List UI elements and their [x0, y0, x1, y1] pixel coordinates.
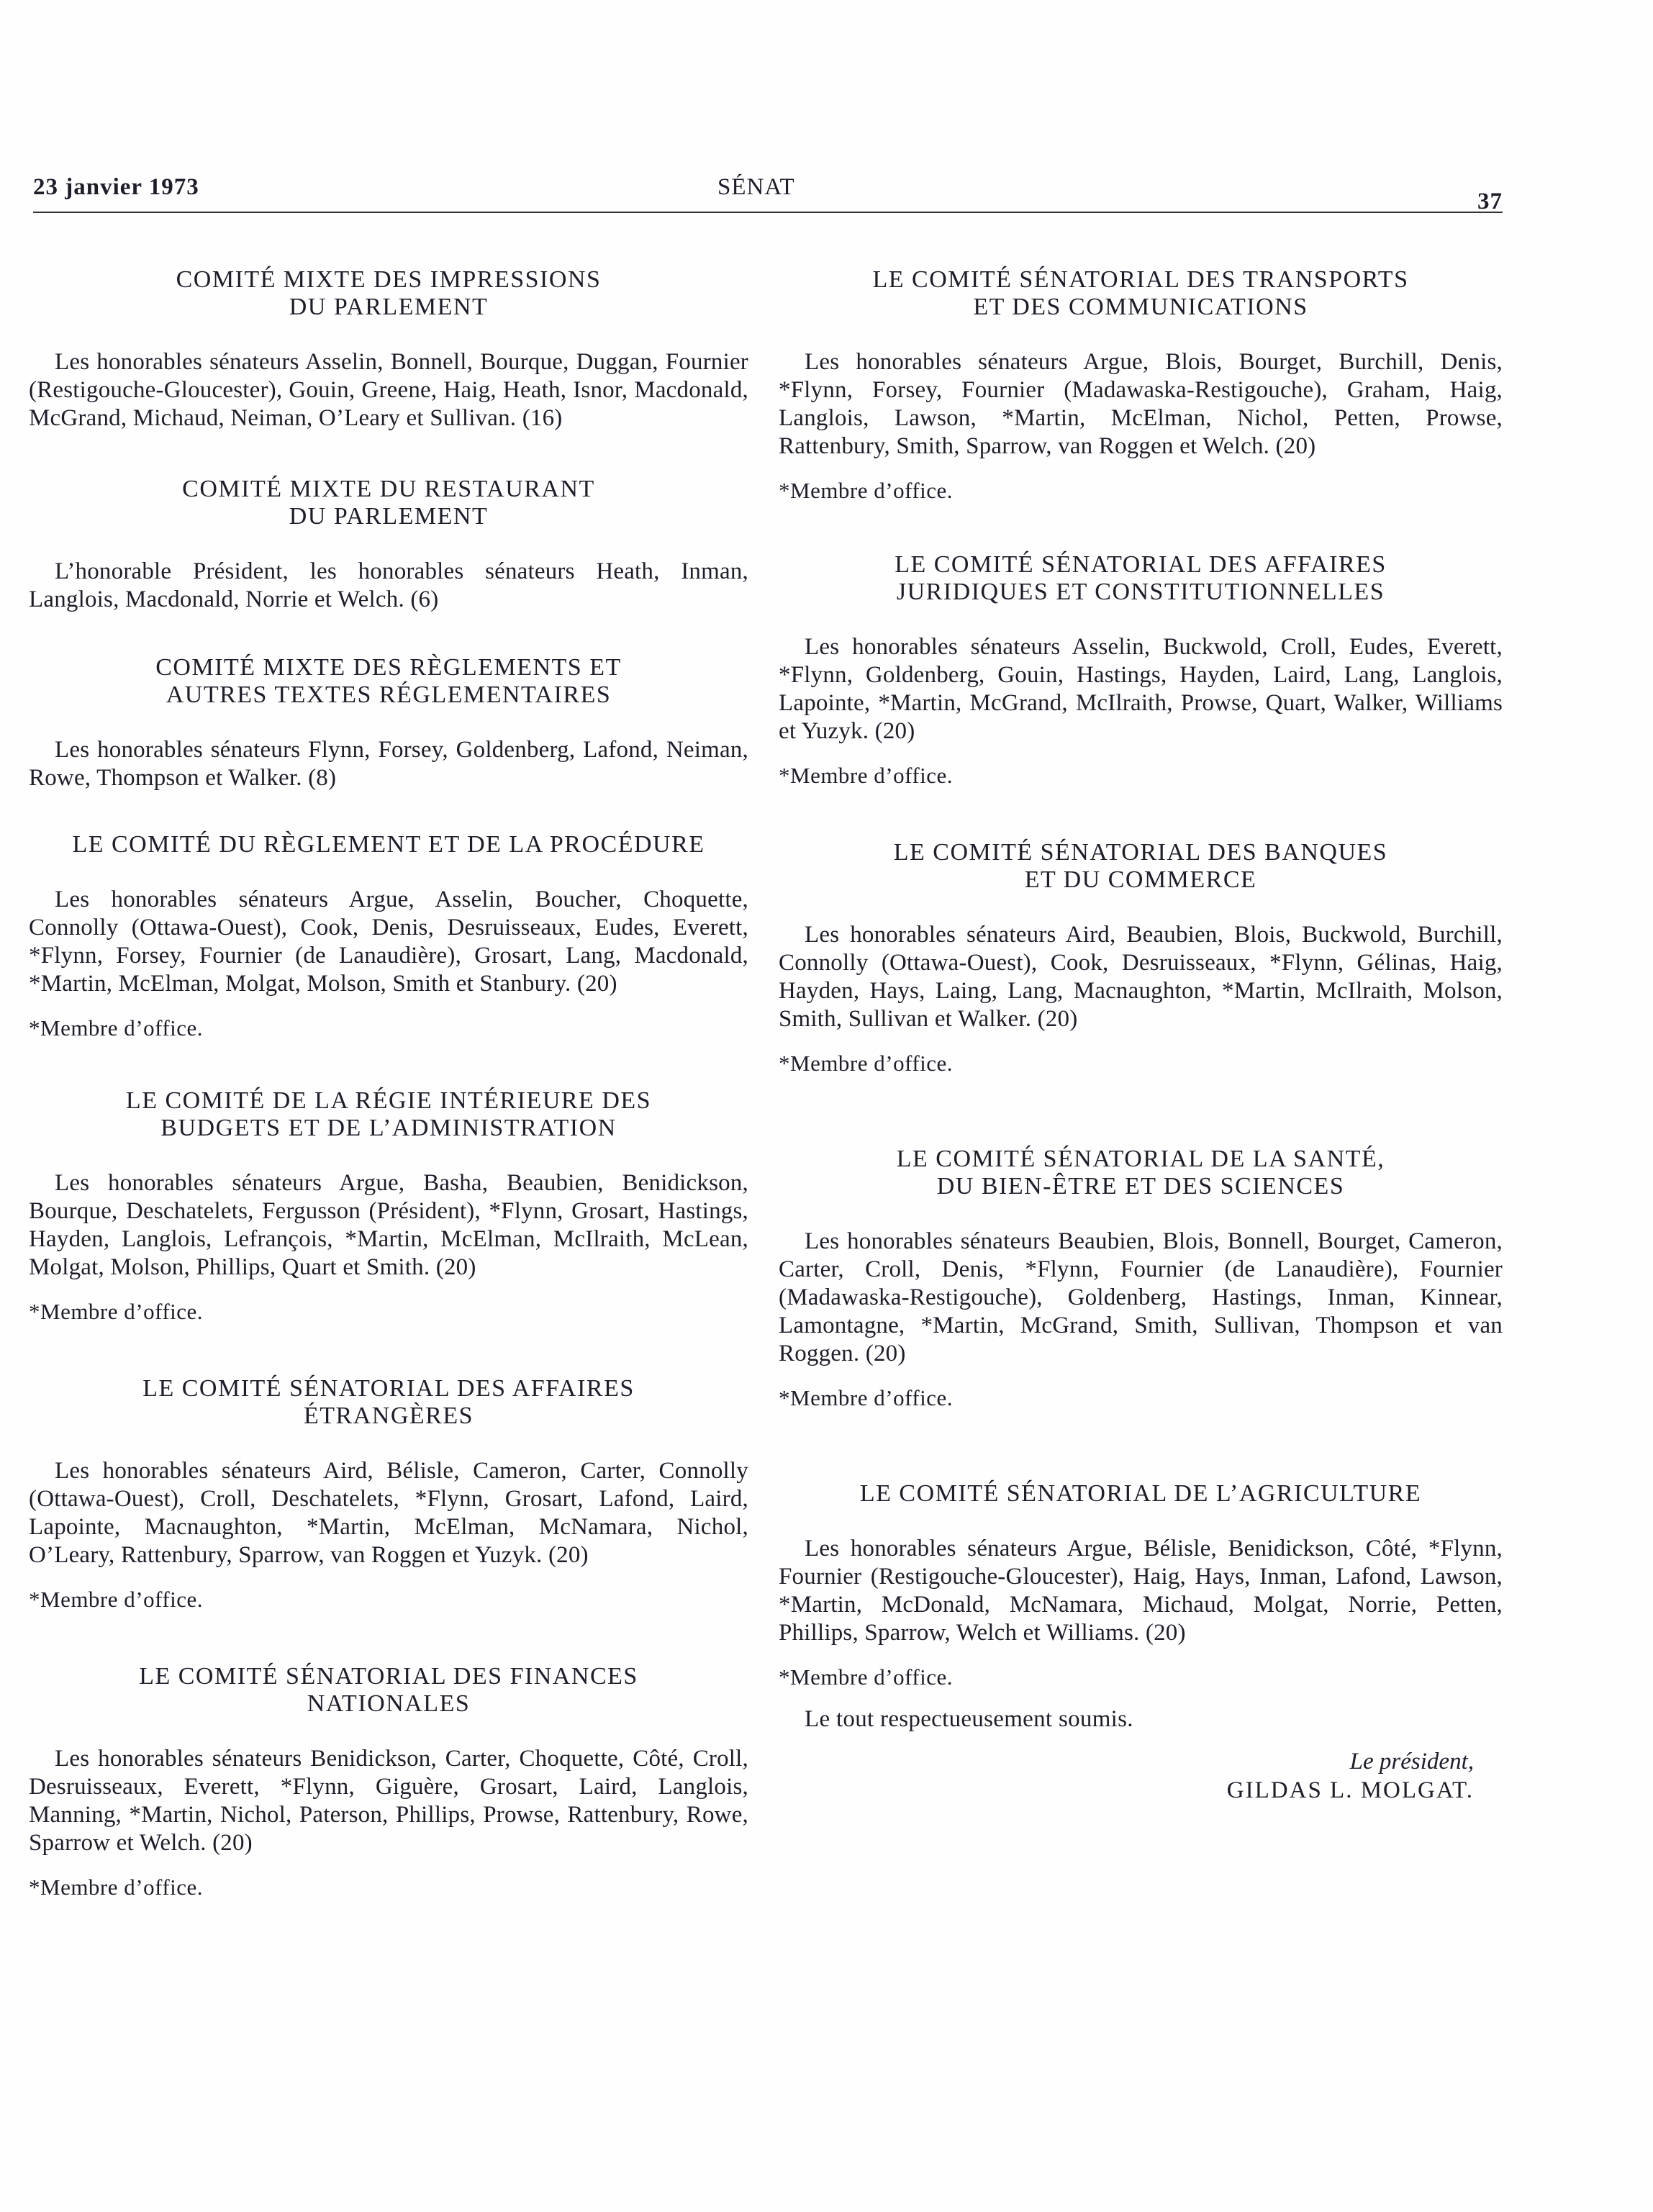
committee-members: Les honorables sénateurs Beaubien, Blois, Bonnell, Bourget, Cameron, Carter, Croll, Denis, *Flynn, Fournier (de Lanaudière), Fournier (Madawaska-Restigouche), Goldenberg, Hastings, Inman, Kinnear, Lamontagne, *Martin, McGrand, Smith, Sullivan, Thompson et van Roggen. (20) — [779, 1228, 1503, 1366]
committee-members: Les honorables sénateurs Benidickson, Carter, Choquette, Côté, Croll, Desruisseaux, Everett, *Flynn, Giguère, Grosart, Laird, Langlois, Manning, *Martin, Nichol, Paterson, Phillips, Prowse, Rattenbury, Rowe, Sparrow et Welch. (20) — [29, 1746, 748, 1856]
committee-title: COMITÉ MIXTE DU RESTAURANT DU PARLEMENT — [182, 476, 595, 530]
committee-section — [779, 1146, 1503, 1411]
committee-section — [29, 476, 748, 614]
committee-section — [779, 551, 1503, 789]
committee-section — [29, 266, 748, 432]
header-rule — [33, 212, 1503, 213]
committee-members: Les honorables sénateurs Aird, Bélisle, Cameron, Carter, Connolly (Ottawa-Ouest), Croll, Deschatelets, *Flynn, Grosart, Lafond, Laird, Lapointe, Macnaughton, *Martin, McElman, McNamara, Nichol, O’Leary, Rattenbury, Sparrow, van Roggen et Yuzyk. (20) — [29, 1458, 748, 1568]
closing-statement: Le tout respectueusement soumis. — [805, 1706, 1133, 1732]
membership-note: *Membre d’office. — [779, 1051, 954, 1076]
committee-title: LE COMITÉ DE LA RÉGIE INTÉRIEURE DES BUDGETS ET DE L’ADMINISTRATION — [125, 1087, 652, 1141]
header-title: SÉNAT — [717, 174, 795, 200]
committee-title: LE COMITÉ SÉNATORIAL DE L’AGRICULTURE — [859, 1480, 1422, 1507]
membership-note: *Membre d’office. — [779, 478, 954, 503]
membership-note: *Membre d’office. — [29, 1587, 204, 1612]
committee-members: L’honorable Président, les honorables sénateurs Heath, Inman, Langlois, Macdonald, Norrie et Welch. (6) — [29, 558, 748, 612]
signature-name: GILDAS L. MOLGAT. — [1226, 1777, 1474, 1803]
header-date: 23 janvier 1973 — [33, 174, 199, 200]
committee-title: LE COMITÉ SÉNATORIAL DES AFFAIRES ÉTRANGÈRES — [142, 1375, 635, 1429]
committee-title: LE COMITÉ DU RÈGLEMENT ET DE LA PROCÉDURE — [72, 831, 705, 858]
committee-title: LE COMITÉ SÉNATORIAL DE LA SANTÉ, DU BIEN-ÊTRE ET DES SCIENCES — [896, 1146, 1385, 1200]
page-number: 37 — [1477, 189, 1503, 214]
committee-members: Les honorables sénateurs Argue, Bélisle, Benidickson, Côté, *Flynn, Fournier (Restigouche-Gloucester), Haig, Hays, Inman, Lafond, Lawson, *Martin, McDonald, McNamara, Michaud, Molgat, Norrie, Petten, Phillips, Sparrow, Welch et Williams. (20) — [779, 1536, 1503, 1646]
committee-members: Les honorables sénateurs Flynn, Forsey, Goldenberg, Lafond, Neiman, Rowe, Thompson et Walker. (8) — [29, 737, 748, 791]
committee-members: Les honorables sénateurs Asselin, Buckwold, Croll, Eudes, Everett, *Flynn, Goldenberg, Gouin, Hastings, Hayden, Laird, Lang, Langlois, Lapointe, *Martin, McGrand, McIlraith, Prowse, Quart, Walker, Williams et Yuzyk. (20) — [779, 634, 1503, 744]
committee-members: Les honorables sénateurs Aird, Beaubien, Blois, Buckwold, Burchill, Connolly (Ottawa-Ouest), Cook, Desruisseaux, *Flynn, Gélinas, Haig, Hayden, Hays, Laing, Lang, Macnaughton, *Martin, McIlraith, Molson, Smith, Sullivan et Walker. (20) — [779, 922, 1503, 1032]
committee-title: LE COMITÉ SÉNATORIAL DES BANQUES ET DU COMMERCE — [893, 839, 1388, 893]
membership-note: *Membre d’office. — [779, 1664, 954, 1690]
committee-title: COMITÉ MIXTE DES IMPRESSIONS DU PARLEMENT — [176, 266, 602, 320]
committee-title: COMITÉ MIXTE DES RÈGLEMENTS ET AUTRES TEXTES RÉGLEMENTAIRES — [155, 654, 622, 708]
membership-note: *Membre d’office. — [29, 1015, 204, 1041]
committee-section — [29, 1375, 748, 1613]
committee-section — [29, 654, 748, 792]
committee-members: Les honorables sénateurs Argue, Basha, Beaubien, Benidickson, Bourque, Deschatelets, Fergusson (Président), *Flynn, Grosart, Hastings, Hayden, Langlois, Lefrançois, *Martin, McElman, McIlraith, McLean, Molgat, Molson, Phillips, Quart et Smith. (20) — [29, 1170, 748, 1280]
signature-role: Le président, — [1349, 1749, 1474, 1774]
committee-section — [29, 1663, 748, 1900]
page-header — [33, 174, 1503, 217]
membership-note: *Membre d’office. — [779, 1385, 954, 1410]
committee-section — [779, 266, 1503, 504]
committee-members: Les honorables sénateurs Argue, Blois, Bourget, Burchill, Denis, *Flynn, Forsey, Fournier (Madawaska-Restigouche), Graham, Haig, Langlois, Lawson, *Martin, McElman, Nichol, Petten, Prowse, Rattenbury, Smith, Sparrow, van Roggen et Welch. (20) — [779, 349, 1503, 459]
committee-section — [29, 831, 748, 1041]
membership-note: *Membre d’office. — [779, 763, 954, 788]
committee-members: Les honorables sénateurs Argue, Asselin, Boucher, Choquette, Connolly (Ottawa-Ouest), Cook, Denis, Desruisseaux, Eudes, Everett, *Flynn, Forsey, Fournier (de Lanaudière), Grosart, Lang, Macdonald, *Martin, McElman, Molgat, Molson, Smith et Stanbury. (20) — [29, 887, 748, 997]
right-column — [779, 266, 1503, 1805]
committee-section — [779, 839, 1503, 1076]
membership-note: *Membre d’office. — [29, 1299, 204, 1324]
committee-title: LE COMITÉ SÉNATORIAL DES AFFAIRES JURIDIQUES ET CONSTITUTIONNELLES — [895, 551, 1387, 605]
committee-title: LE COMITÉ SÉNATORIAL DES TRANSPORTS ET DES COMMUNICATIONS — [872, 266, 1409, 320]
membership-note: *Membre d’office. — [29, 1875, 204, 1900]
committee-members: Les honorables sénateurs Asselin, Bonnell, Bourque, Duggan, Fournier (Restigouche-Gloucester), Gouin, Greene, Haig, Heath, Isnor, Macdonald, McGrand, Michaud, Neiman, O’Leary et Sullivan. (16) — [29, 349, 748, 431]
left-column — [29, 266, 748, 1900]
signature-block — [779, 1747, 1503, 1805]
committee-section — [779, 1480, 1503, 1690]
committee-section — [29, 1087, 748, 1325]
committee-title: LE COMITÉ SÉNATORIAL DES FINANCES NATIONALES — [139, 1663, 638, 1717]
